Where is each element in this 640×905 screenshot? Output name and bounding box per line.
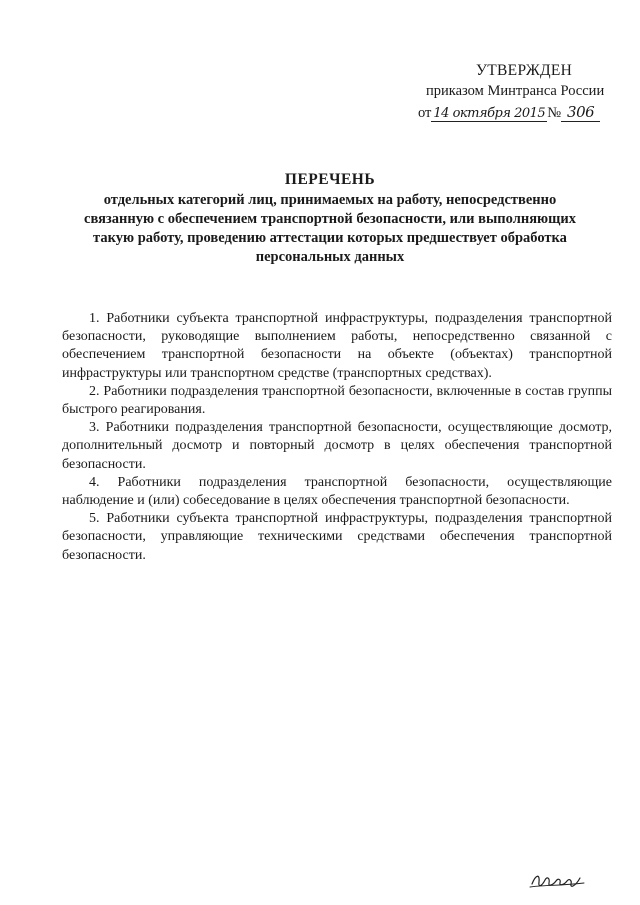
- approval-order: приказом Минтранса России: [426, 83, 605, 99]
- list-item: 3. Работники подразделения транспортной безопасности, осуществляющие досмотр, дополнительный досмотр и повторный досмотр в целях обеспечения транспортной безопасности.: [62, 420, 612, 472]
- approval-date-line: [418, 102, 618, 124]
- page-subtitle: отдельных категорий лиц, принимаемых на работу, непосредственно связанную с обеспечением транспортной безопасности, или выполняющих такую работу, проведению аттестации которых предшествует обработка персональных данных: [84, 192, 576, 265]
- handwritten-number: 306: [561, 103, 600, 122]
- list-item: 1. Работники субъекта транспортной инфраструктуры, подразделения транспортной безопасности, руководящие выполнением работы, непосредственно связанной с обеспечением транспортной безопасности на объекте (объектах) транспортной инфраструктуры или транспортном средстве (транспортных средствах).: [62, 311, 612, 381]
- list-item: 5. Работники субъекта транспортной инфраструктуры, подразделения транспортной безопасности, управляющие техническими средствами обеспечения транспортной безопасности.: [62, 511, 612, 563]
- number-prefix: №: [547, 105, 562, 121]
- list-item: 4. Работники подразделения транспортной безопасности, осуществляющие наблюдение и (или) собеседование в целях обеспечения транспортной безопасности.: [62, 474, 612, 509]
- date-prefix: от: [418, 105, 432, 121]
- approval-status: УТВЕРЖДЕН: [476, 62, 573, 79]
- approval-stamp: [418, 60, 618, 124]
- handwritten-date: 14 октября 2015: [433, 106, 546, 121]
- list-item: 2. Работники подразделения транспортной безопасности, включенные в состав группы быстрого реагирования.: [62, 383, 612, 418]
- page-title: ПЕРЕЧЕНЬ: [284, 171, 376, 188]
- category-list: [62, 310, 612, 565]
- document-title: [80, 170, 580, 267]
- handwritten-signature-icon: [528, 866, 588, 892]
